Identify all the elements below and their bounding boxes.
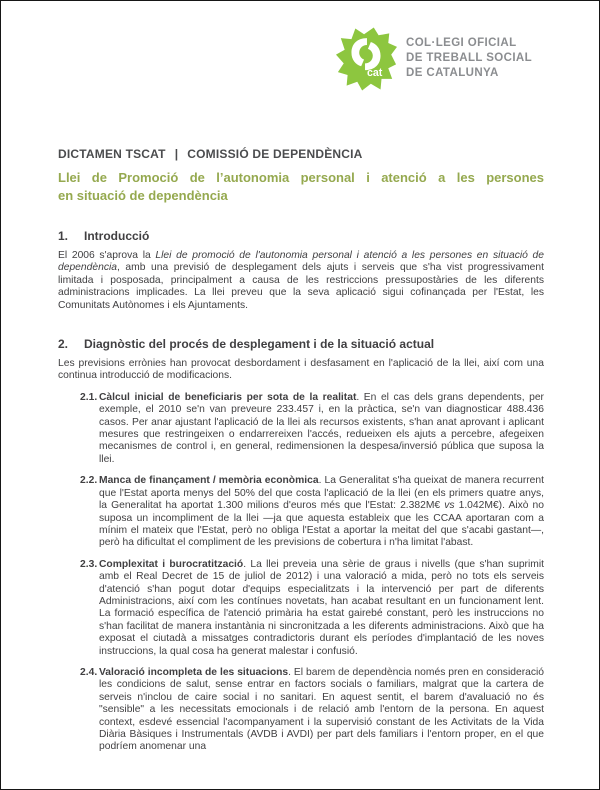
doc-title-line: en situació de dependència xyxy=(58,187,228,203)
numbered-list xyxy=(58,392,544,754)
list-item-text xyxy=(99,559,544,657)
text-run: El 2006 s'aprova la xyxy=(58,250,156,261)
logo-blob-shape xyxy=(336,28,397,91)
org-name-line: COL·LEGI OFICIAL xyxy=(406,37,517,49)
text-run: . La Generalitat s'ha queixat de manera recurrent que l'Estat aporta menys del 50% del que costa l'aplicació de la llei (en els primers quatre anys, la Generalitat ha aportat 1.300 milions d'euros més que l'Estat: 2.382M€ xyxy=(99,475,544,512)
text-run: Valoració incompleta de les situacions xyxy=(99,666,289,678)
org-header xyxy=(335,25,532,92)
tscat-logo-icon xyxy=(335,25,397,92)
doc-kicker-separator: | xyxy=(174,147,179,161)
list-item-number: 2.3. xyxy=(80,558,98,570)
doc-kicker-right: COMISSIÓ DE DEPENDÈNCIA xyxy=(187,147,363,161)
paragraph xyxy=(58,358,544,383)
list-item-number: 2.2. xyxy=(80,475,98,487)
list-item-text xyxy=(99,667,544,752)
list-item xyxy=(58,392,544,466)
section-number: 1. xyxy=(58,229,69,243)
section-heading-text: Diagnòstic del procés de desplegament i de la situació actual xyxy=(84,337,435,352)
doc-kicker-left: DICTAMEN TSCAT xyxy=(58,147,166,161)
list-item xyxy=(58,475,544,549)
text-run: Càlcul inicial de beneficiaris per sota de la realitat xyxy=(99,391,357,403)
section-heading-text: Introducció xyxy=(84,229,150,243)
text-run: Les previsions errònies han provocat desbordament i desfasament en l'aplicació de la llei, així com una continua introducció de modificacions. xyxy=(58,358,544,382)
doc-kicker xyxy=(58,147,544,161)
paragraph xyxy=(58,250,544,312)
text-run: 1.042M€). Això no suposa un incompliment de la llei —ja que aquesta estableix que les CCAA aportaran com a mínim el mateix que l'Estat, però no obliga l'Estat a aportar la meitat del que s'acabi gastant—, però ha dificultat el compliment de les previsions de cobertura i n'ha limitat l'abast. xyxy=(99,500,545,549)
section-2-heading xyxy=(58,337,544,351)
section-2 xyxy=(58,337,544,754)
org-name-line: DE TREBALL SOCIAL xyxy=(406,52,533,64)
org-name xyxy=(406,36,532,81)
section-number: 2. xyxy=(58,337,69,352)
text-run: . La llei preveia una sèrie de graus i nivells (que s'han suprimit amb el Real Decret de 15 de juliol de 2012) i una valoració a mida, però no tots els serveis d'atenció s'han pogut dotar d'equips especialitzats i la intervenció per part de diferents Administracions, així com les contínues novetats, han acabat resultant en un funcionament lent. La formació específica de l'atenció primària ha estat gairebé constant, però les instruccions no s'han facilitat de manera instantània ni sincronitzada a les diferents administracions. Això que ha exposat el ciutadà a missatges contradictoris durant els períodes d'implantació de les noves instruccions, la qual cosa ha generat malestar i confusió. xyxy=(99,558,545,657)
doc-title xyxy=(58,169,544,204)
list-item-text xyxy=(99,475,544,548)
org-name-line: DE CATALUNYA xyxy=(406,67,499,79)
section-1-heading xyxy=(58,229,544,243)
text-run: . El barem de dependència només pren en consideració les condicions de salut, sense entrar en factors socials o familiars, malgrat que la cartera de serveis n'inclou de caire social i no sanitari. En aquest sentit, el barem d'avaluació no és "sensible" a les necessitats emocionals i de relació amb l'entorn de la persona. En aquest context, esdevé essencial l'acompanyament i la supervisió constant de les Activitats de la Vida Diària Bàsiques i Instrumentals (AVDB i AVDI) per part dels familiars i l'entorn proper, en el que podríem anomenar una xyxy=(99,666,545,753)
text-run: . En el cas dels grans dependents, per exemple, el 2010 se'n van preveure 233.457 i, en la pràctica, se'n van diagnosticar 488.436 casos. Per anar ajustant l'aplicació de la llei als recursos existents, s'han anat aprovant i aplicant mesures que restringeixen o endarrereixen l'accés, redueixen els ajuts a percebre, afegeixen mecanismes de control i, en general, redimensionen la despesa/inversió pública que suposa la llei. xyxy=(99,391,544,465)
doc-title-line: Llei de Promoció de l’autonomia personal i atenció a les persones xyxy=(58,170,544,185)
list-item-number: 2.4. xyxy=(80,666,98,678)
logo-cat-label: cat xyxy=(366,66,383,79)
list-item xyxy=(58,667,544,754)
text-run: Manca de finançament / memòria econòmica xyxy=(99,475,319,487)
list-item-number: 2.1. xyxy=(80,391,98,403)
doc-sections xyxy=(58,229,544,754)
list-item-text xyxy=(99,392,544,465)
text-run: Llei de promoció de l'autonomia personal i atenció a les persones en situació de dependència xyxy=(58,250,544,274)
text-run: , amb una previsió de desplegament dels ajuts i serveis que s'ha vist progressivament limitada i posposada, principalment a causa de les restriccions pressupostàries de les diferents administracions implicades. La llei preveu que la seva aplicació sigui cofinançada per l'Estat, les Comunitats Autònomes i els Ajuntaments. xyxy=(58,262,544,311)
text-run: Complexitat i burocratització xyxy=(99,558,244,570)
text-run: vs xyxy=(444,500,455,512)
section-1 xyxy=(58,229,544,312)
list-item xyxy=(58,559,544,658)
